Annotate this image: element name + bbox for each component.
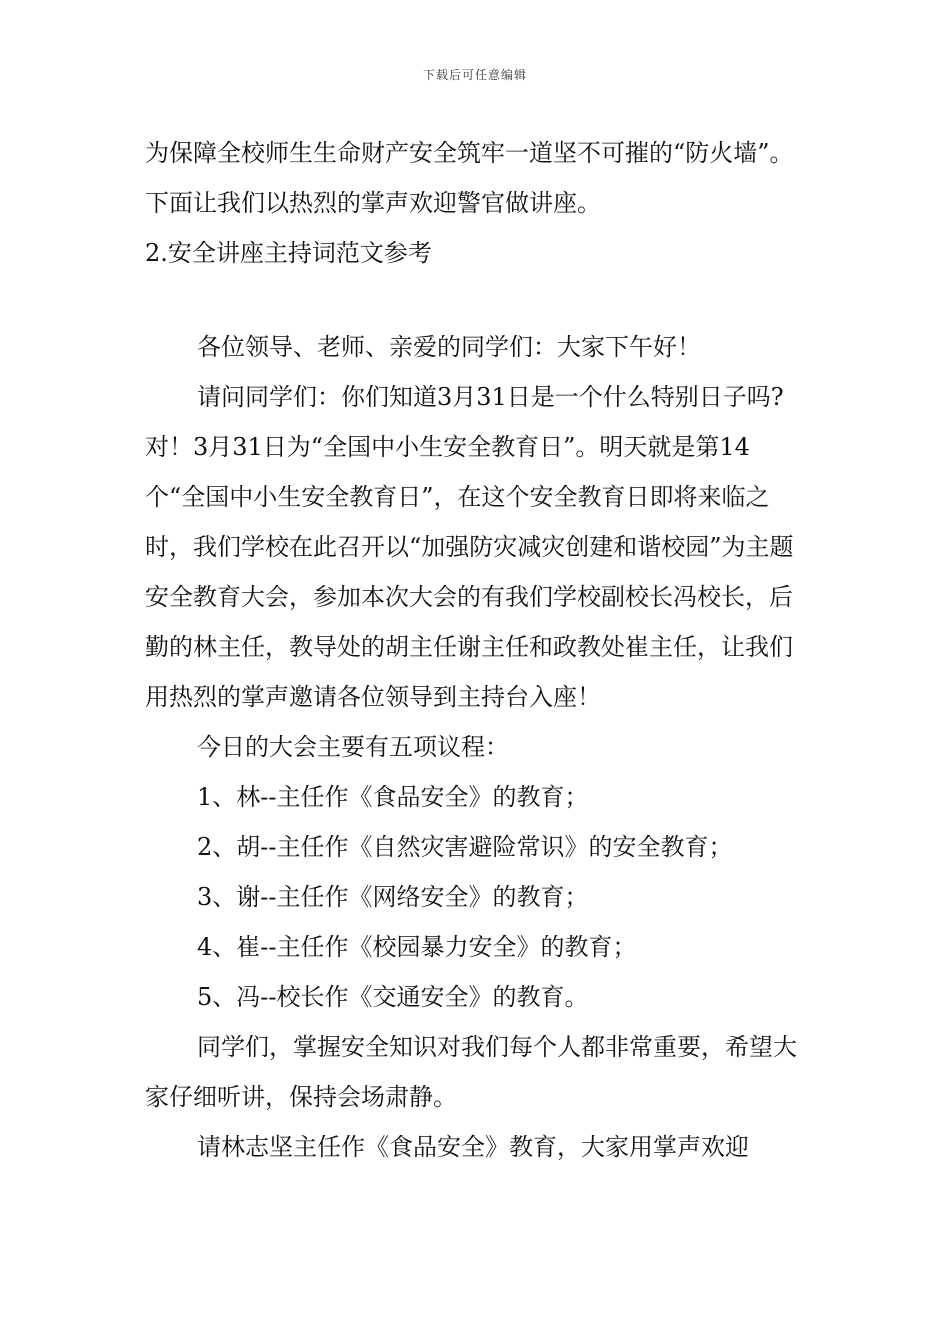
blank-line bbox=[145, 278, 810, 322]
agenda-item-4: 4、崔--主任作《校园暴力安全》的教育； bbox=[197, 933, 637, 961]
document-body bbox=[145, 128, 810, 1172]
agenda-item-5: 5、冯--校长作《交通安全》的教育。 bbox=[197, 983, 589, 1011]
agenda-intro: 今日的大会主要有五项议程： bbox=[197, 733, 509, 761]
section-title: 2.安全讲座主持词范文参考 bbox=[145, 239, 432, 267]
greeting: 各位领导、老师、亲爱的同学们：大家下午好！ bbox=[197, 333, 701, 361]
agenda-item-1: 1、林--主任作《食品安全》的教育； bbox=[197, 783, 589, 811]
paragraph-listen: 同学们，掌握安全知识对我们每个人都非常重要，希望大家仔细听讲，保持会场肃静。 bbox=[145, 1033, 797, 1111]
paragraph-fire-wall: 为保障全校师生生命财产安全筑牢一道坚不可摧的“防火墙”。下面让我们以热烈的掌声欢迎警官做讲座。 bbox=[145, 139, 794, 217]
agenda-item-2: 2、胡--主任作《自然灾害避险常识》的安全教育； bbox=[197, 833, 733, 861]
header-note: 下载后可任意编辑 bbox=[422, 68, 527, 82]
paragraph-invite: 请林志坚主任作《食品安全》教育，大家用掌声欢迎 bbox=[197, 1133, 749, 1161]
agenda-item-3: 3、谢--主任作《网络安全》的教育； bbox=[197, 883, 589, 911]
paragraph-safety-day: 请问同学们：你们知道3月31日是一个什么特别日子吗?对！3月31日为“全国中小生安全教育日”。明天就是第14个“全国中小生安全教育日”，在这个安全教育日即将来临之时，我们学校在此召开以“加强防灾减灾创建和谐校园”为主题安全教育大会，参加本次大会的有我们学校副校长冯校长，后勤的林主任，教导处的胡主任谢主任和政教处崔主任，让我们用热烈的掌声邀请各位领导到主持台入座！ bbox=[145, 383, 794, 711]
